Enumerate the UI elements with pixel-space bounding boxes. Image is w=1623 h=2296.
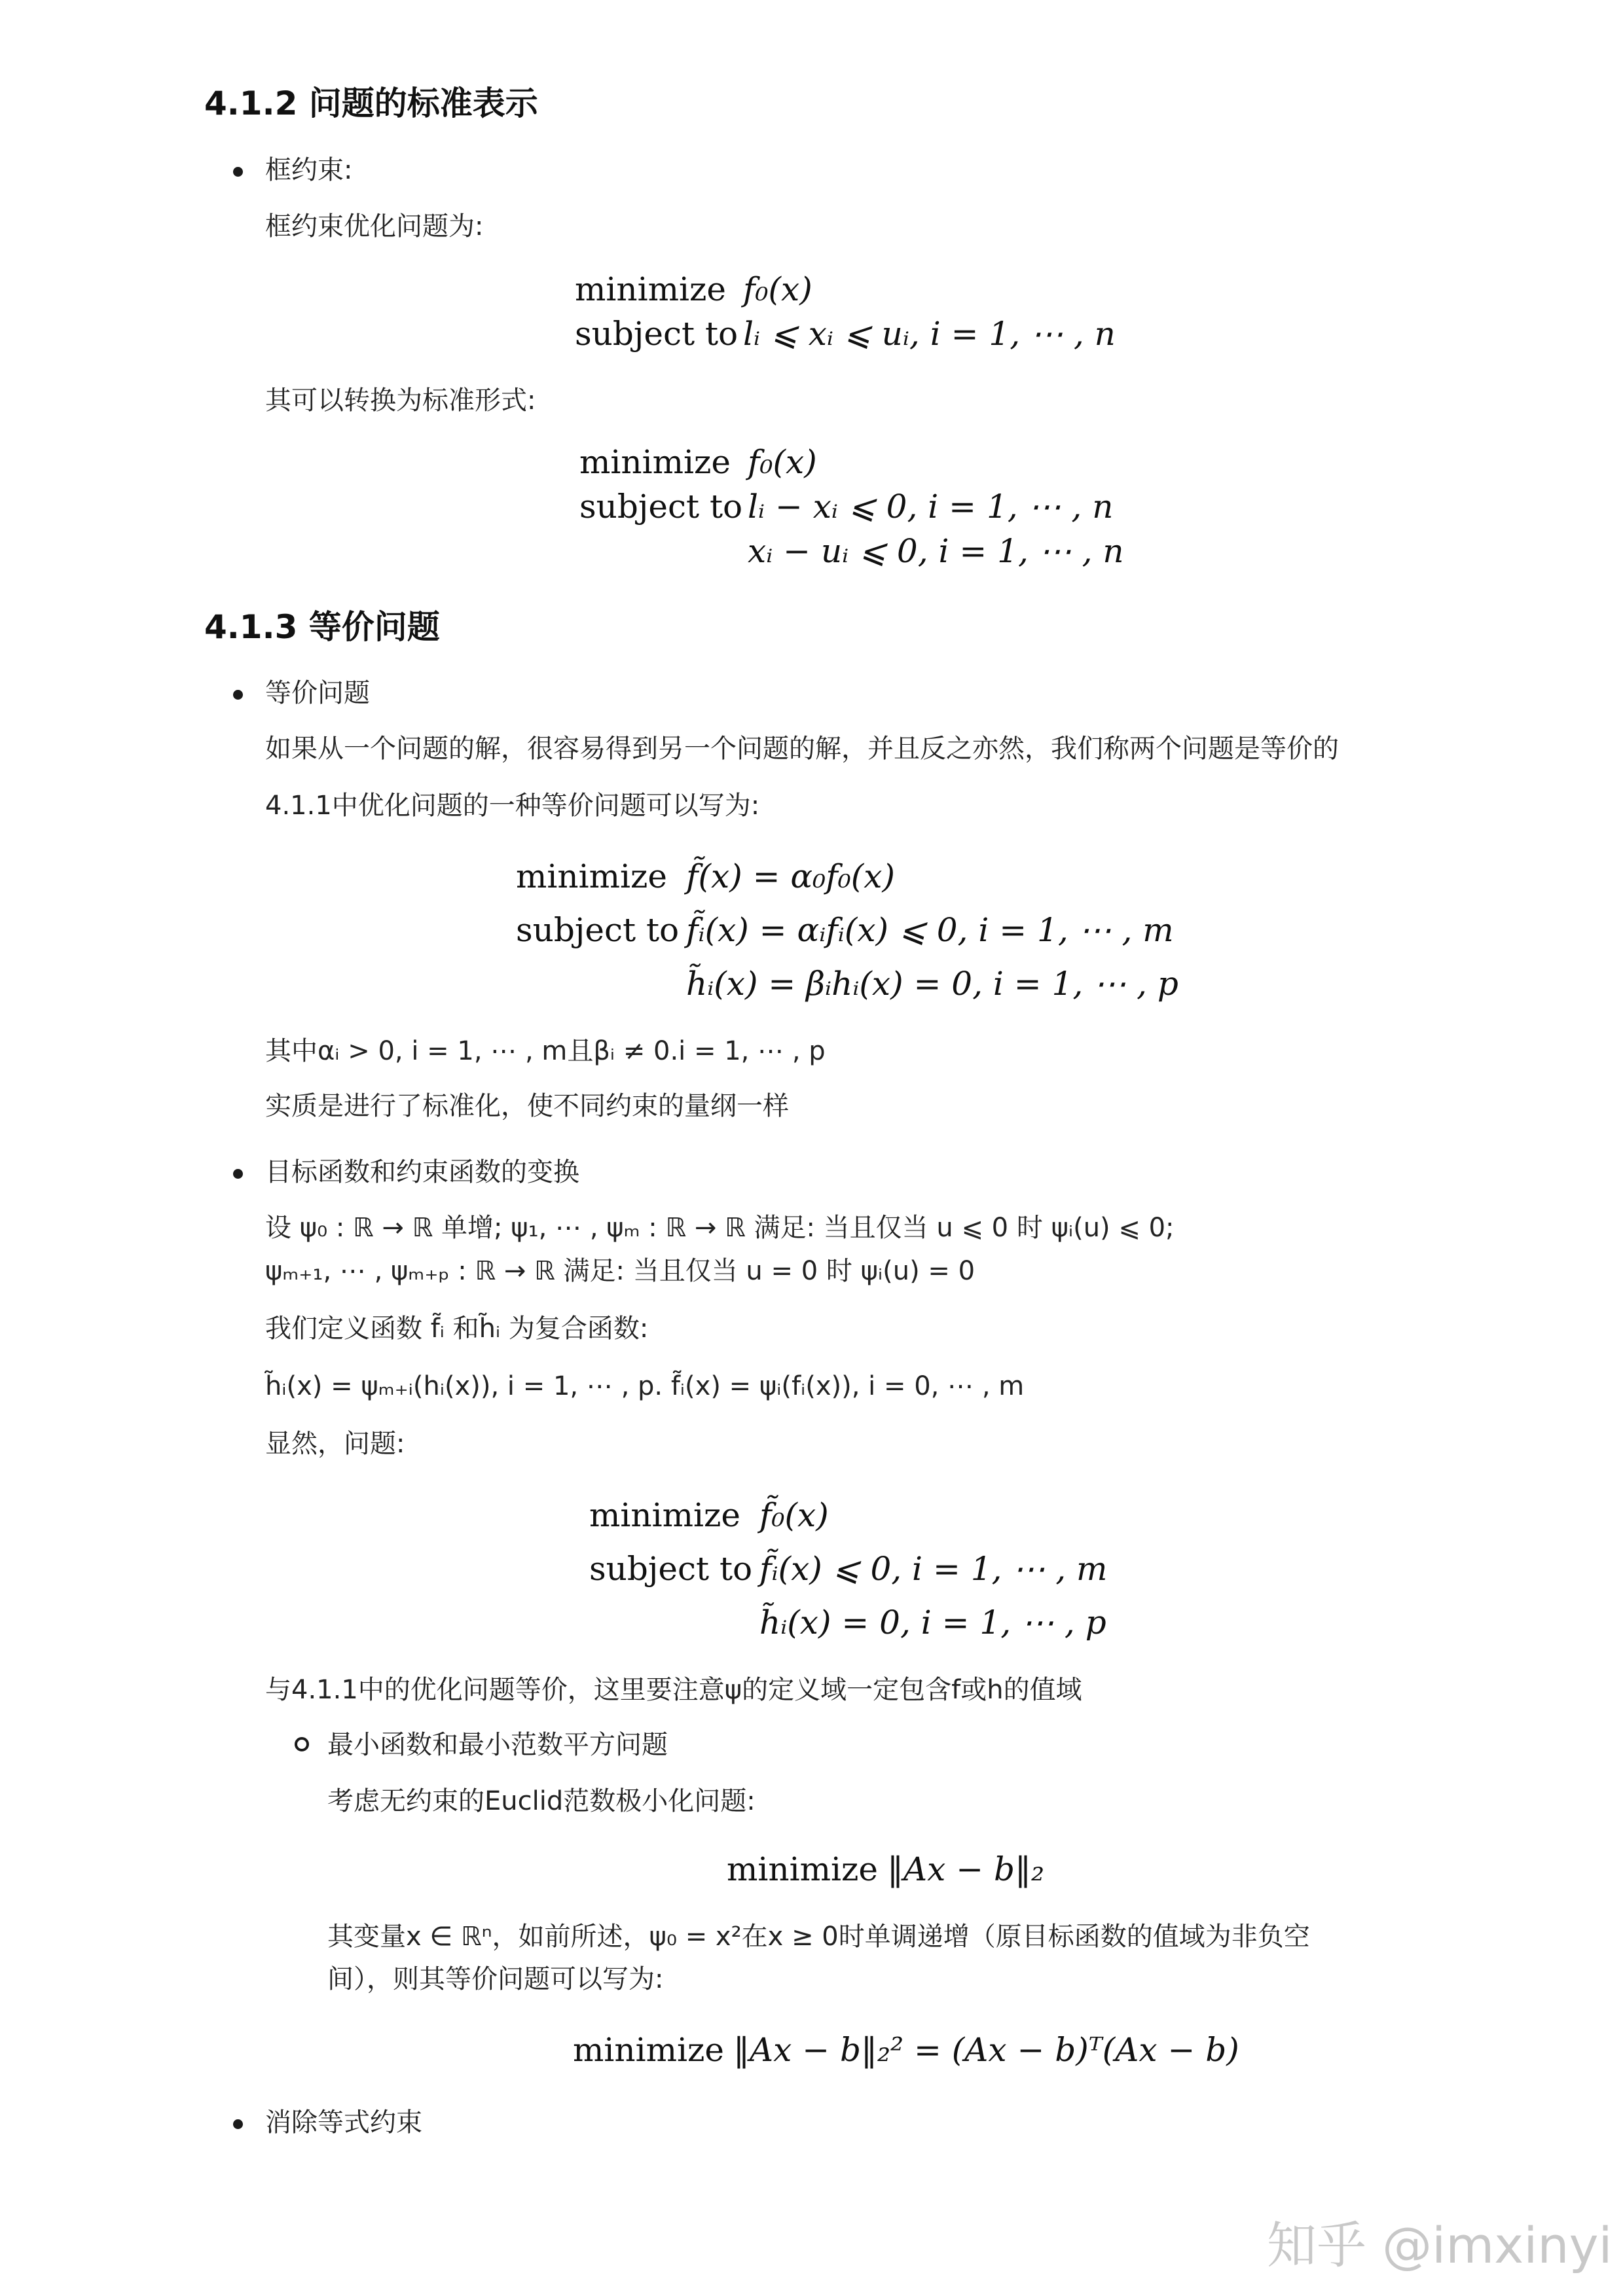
eq-constraint-upper: xᵢ − uᵢ ⩽ 0, i = 1, ⋯ , n	[748, 532, 1124, 570]
equivalent-intro: 4.1.1中优化问题的一种等价问题可以写为:	[265, 791, 760, 821]
bullet-dot	[233, 167, 243, 177]
section-heading-413: 4.1.3 等价问题	[204, 608, 440, 646]
convert-text: 其可以转换为标准形式:	[265, 386, 536, 416]
define-composite-text: 我们定义函数 f̃ᵢ 和h̃ᵢ 为复合函数:	[265, 1314, 649, 1344]
eq-keyword-minimize: minimize	[575, 270, 726, 308]
eq-keyword-subject-to: subject to	[516, 911, 680, 949]
where-text: 其中αᵢ > 0, i = 1, ⋯ , m且βᵢ ≠ 0.i = 1, ⋯ , p	[265, 1036, 826, 1066]
equivalence-definition: 如果从一个问题的解，很容易得到另一个问题的解，并且反之亦然，我们称两个问题是等价的	[265, 734, 1339, 764]
eq-objective: f̃₀(x)	[759, 1496, 829, 1534]
box-constraint-intro: 框约束优化问题为:	[265, 211, 484, 242]
bullet-dot	[233, 690, 243, 700]
eq-inequality-constraint: f̃ᵢ(x) = αᵢfᵢ(x) ⩽ 0, i = 1, ⋯ , m	[686, 911, 1174, 949]
eq-keyword-minimize: minimize	[579, 443, 731, 481]
equivalence-note: 与4.1.1中的优化问题等价，这里要注意ψ的定义域一定包含f或h的值域	[265, 1675, 1082, 1705]
eq-constraint: lᵢ ⩽ xᵢ ⩽ uᵢ, i = 1, ⋯ , n	[743, 315, 1116, 353]
eq-keyword-minimize: minimize	[516, 857, 667, 895]
eq-objective: ‖Ax − b‖₂² = (Ax − b)ᵀ(Ax − b)	[733, 2031, 1239, 2069]
psi-definition-line1: 设 ψ₀ : ℝ → ℝ 单增; ψ₁, ⋯ , ψₘ : ℝ → ℝ 满足: 当且仅当 u ⩽ 0 时 ψᵢ(u) ⩽ 0;	[265, 1213, 1175, 1243]
eq-keyword-subject-to: subject to	[575, 315, 739, 353]
eq-keyword-minimize: minimize	[727, 1850, 878, 1888]
bullet-dot	[233, 1169, 243, 1179]
euclid-intro: 考虑无约束的Euclid范数极小化问题:	[327, 1786, 756, 1816]
sub-bullet-norm-problem: 最小函数和最小范数平方问题	[327, 1730, 668, 1760]
eq-keyword-minimize: minimize	[589, 1496, 740, 1534]
watermark: 知乎 @imxinyi	[1267, 2216, 1613, 2274]
eq-equality-constraint: h̃ᵢ(x) = βᵢhᵢ(x) = 0, i = 1, ⋯ , p	[686, 965, 1178, 1003]
bullet-transformation: 目标函数和约束函数的变换	[265, 1157, 579, 1187]
bullet-eliminate-equality: 消除等式约束	[265, 2108, 422, 2138]
eq-objective: f̃(x) = α₀f₀(x)	[686, 857, 895, 895]
eq-equality-constraint: h̃ᵢ(x) = 0, i = 1, ⋯ , p	[759, 1604, 1106, 1641]
eq-inequality-constraint: f̃ᵢ(x) ⩽ 0, i = 1, ⋯ , m	[759, 1550, 1108, 1588]
eq-objective: f₀(x)	[743, 270, 812, 308]
eq-keyword-subject-to: subject to	[579, 488, 743, 526]
composite-functions: h̃ᵢ(x) = ψₘ₊ᵢ(hᵢ(x)), i = 1, ⋯ , p. f̃ᵢ(x) = ψᵢ(fᵢ(x)), i = 0, ⋯ , m	[265, 1371, 1025, 1401]
psi-definition-line2: ψₘ₊₁, ⋯ , ψₘ₊ₚ : ℝ → ℝ 满足: 当且仅当 u = 0 时 ψᵢ(u) = 0	[265, 1256, 976, 1286]
obviously-text: 显然，问题:	[265, 1429, 405, 1459]
bullet-box-constraint: 框约束:	[265, 155, 353, 185]
eq-keyword-subject-to: subject to	[589, 1550, 753, 1588]
eq-constraint-lower: lᵢ − xᵢ ⩽ 0, i = 1, ⋯ , n	[748, 488, 1114, 526]
eq-keyword-minimize: minimize	[573, 2031, 724, 2069]
sub-bullet-circle	[295, 1737, 309, 1751]
bullet-dot	[233, 2119, 243, 2129]
variable-text-line2: 间），则其等价问题可以写为:	[327, 1964, 664, 1994]
eq-objective: f₀(x)	[748, 443, 817, 481]
eq-objective: ‖Ax − b‖₂	[887, 1850, 1045, 1888]
essence-text: 实质是进行了标准化，使不同约束的量纲一样	[265, 1091, 789, 1121]
section-heading-412: 4.1.2 问题的标准表示	[204, 84, 538, 122]
bullet-equivalent-problems: 等价问题	[265, 678, 370, 708]
variable-text-line1: 其变量x ∈ ℝⁿ，如前所述，ψ₀ = x²在x ≥ 0时单调递增（原目标函数的值域为非负空	[327, 1922, 1310, 1952]
